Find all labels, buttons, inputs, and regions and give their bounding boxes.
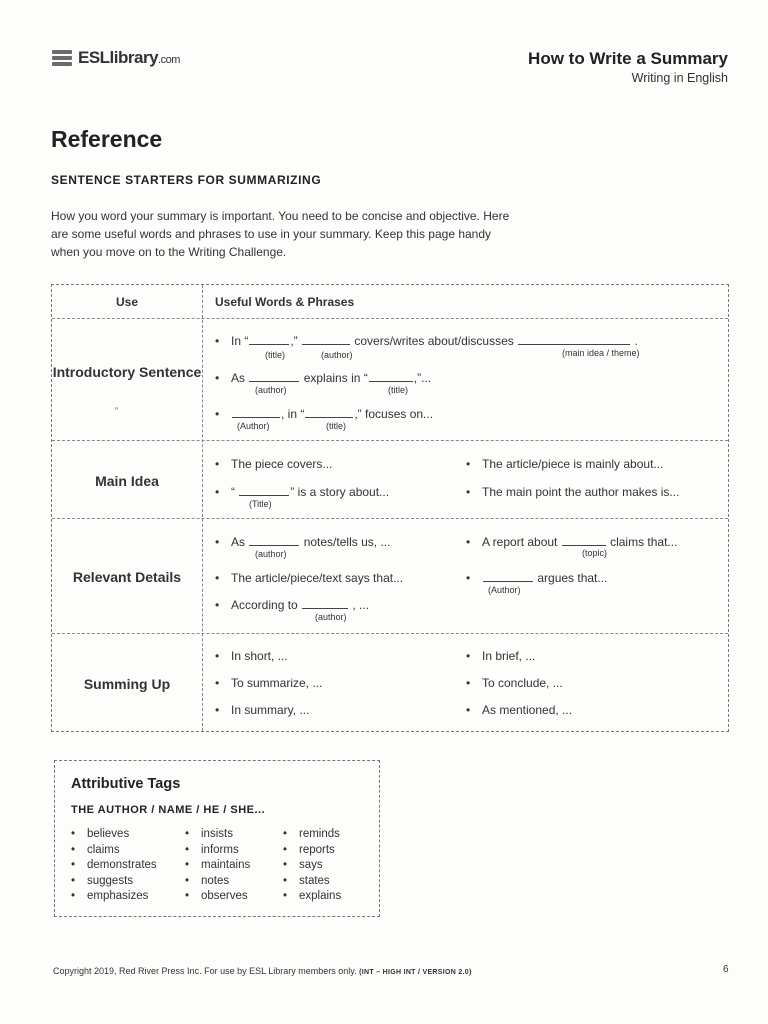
phrase-item: • As mentioned, ...: [466, 703, 573, 717]
tag-item: • emphasizes: [71, 890, 149, 902]
blank-hint: (author): [255, 385, 287, 395]
tag-column: [185, 827, 250, 905]
tag-item: • explains: [283, 890, 342, 902]
row-divider: [52, 518, 728, 519]
blank-hint: (Author): [237, 421, 270, 431]
tag-item: • maintains: [185, 859, 251, 871]
tag-item: • claims: [71, 843, 120, 856]
phrase-item: • argues that...: [466, 571, 608, 585]
tag-column: [283, 827, 341, 905]
column-header-use: Use: [115, 295, 138, 309]
phrase-item: • To conclude, ...: [466, 676, 563, 690]
tag-item: • observes: [185, 890, 248, 902]
intro-paragraph: How you word your summary is important. You need to be concise and objective. Here are some useful words and phrases to use in your summary. Keep this page handy when you move on to the Writing Challenge.: [51, 209, 510, 259]
row-divider: [52, 440, 728, 441]
phrase-item: • The article/piece is mainly about...: [466, 457, 664, 471]
document-subtitle: Writing in English: [631, 71, 728, 85]
row-label-main-idea: Main Idea: [95, 473, 159, 489]
tag-item: • reminds: [283, 828, 340, 840]
phrase-item: • A report about claims that...: [466, 535, 678, 549]
column-divider: [202, 285, 203, 731]
phrase-item: • As notes/tells us, ...: [215, 535, 391, 549]
blank-hint: (Author): [488, 585, 521, 595]
attributive-tags-subtitle: THE AUTHOR / NAME / HE / SHE...: [71, 804, 266, 816]
tag-item: • insists: [185, 828, 233, 840]
blank-hint: (author): [321, 350, 353, 360]
tag-item: • states: [283, 874, 330, 887]
phrase-item: • According to , ...: [215, 598, 370, 612]
row-label-introductory-sentence: Introductory Sentence: [52, 364, 202, 380]
tag-item: • notes: [185, 874, 230, 887]
phrase-item: • In brief, ...: [466, 649, 536, 663]
blank-hint: (title): [265, 350, 285, 360]
level-tag: (INT – HIGH INT / VERSION 2.0): [359, 969, 472, 976]
phrase-item: • In “ ,” covers/writes about/discusses .: [215, 334, 638, 348]
phrase-item: • As explains in “ ,”...: [215, 371, 432, 385]
esl-library-logo: [52, 48, 180, 68]
logo-text: ESLlibrary.com: [78, 48, 180, 67]
row-divider: [52, 318, 728, 319]
section-title: SENTENCE STARTERS FOR SUMMARIZING: [51, 173, 322, 187]
phrase-item: • The piece covers...: [215, 457, 333, 471]
column-header-phrases: Useful Words & Phrases: [215, 295, 355, 309]
phrase-item: • In short, ...: [215, 649, 288, 663]
row-divider: [52, 633, 728, 634]
blank-hint: (author): [315, 612, 347, 622]
phrase-item: • , in “ ,” focuses on...: [215, 407, 434, 421]
page-number: 6: [723, 964, 729, 975]
phrase-item: • The main point the author makes is...: [466, 485, 680, 499]
row-label-relevant-details: Relevant Details: [72, 569, 182, 585]
sentence-starters-table: [51, 284, 729, 732]
tag-item: • believes: [71, 828, 130, 840]
footer-copyright: Copyright 2019, Red River Press Inc. For use by ESL Library members only. (INT – HIGH INT / VERSION 2.0): [53, 966, 472, 976]
page-title: Reference: [51, 126, 163, 152]
document-title: How to Write a Summary: [528, 49, 728, 68]
blank-hint: (topic): [582, 548, 608, 558]
blank-hint: (title): [326, 421, 346, 431]
tag-item: • informs: [185, 843, 239, 856]
tag-column: [71, 827, 157, 905]
tag-item: • reports: [283, 843, 335, 856]
blank-hint: (author): [255, 549, 287, 559]
book-stack-icon: [52, 49, 74, 67]
phrase-item: • The article/piece/text says that...: [215, 571, 404, 585]
blank-hint: (title): [388, 385, 408, 395]
tag-item: • demonstrates: [71, 859, 157, 871]
blank-hint: (main idea / theme): [562, 348, 640, 358]
attributive-tags-box: [54, 760, 380, 917]
phrase-item: • To summarize, ...: [215, 676, 323, 690]
tag-item: • suggests: [71, 874, 134, 887]
tag-item: • says: [283, 859, 323, 871]
row-label-summing-up: Summing Up: [83, 676, 171, 692]
attributive-tags-title: Attributive Tags: [71, 776, 181, 792]
blank-hint: (Title): [249, 499, 272, 509]
phrase-item: • In summary, ...: [215, 703, 310, 717]
stray-mark: ”: [115, 406, 118, 416]
phrase-item: • “ ” is a story about...: [215, 485, 390, 499]
